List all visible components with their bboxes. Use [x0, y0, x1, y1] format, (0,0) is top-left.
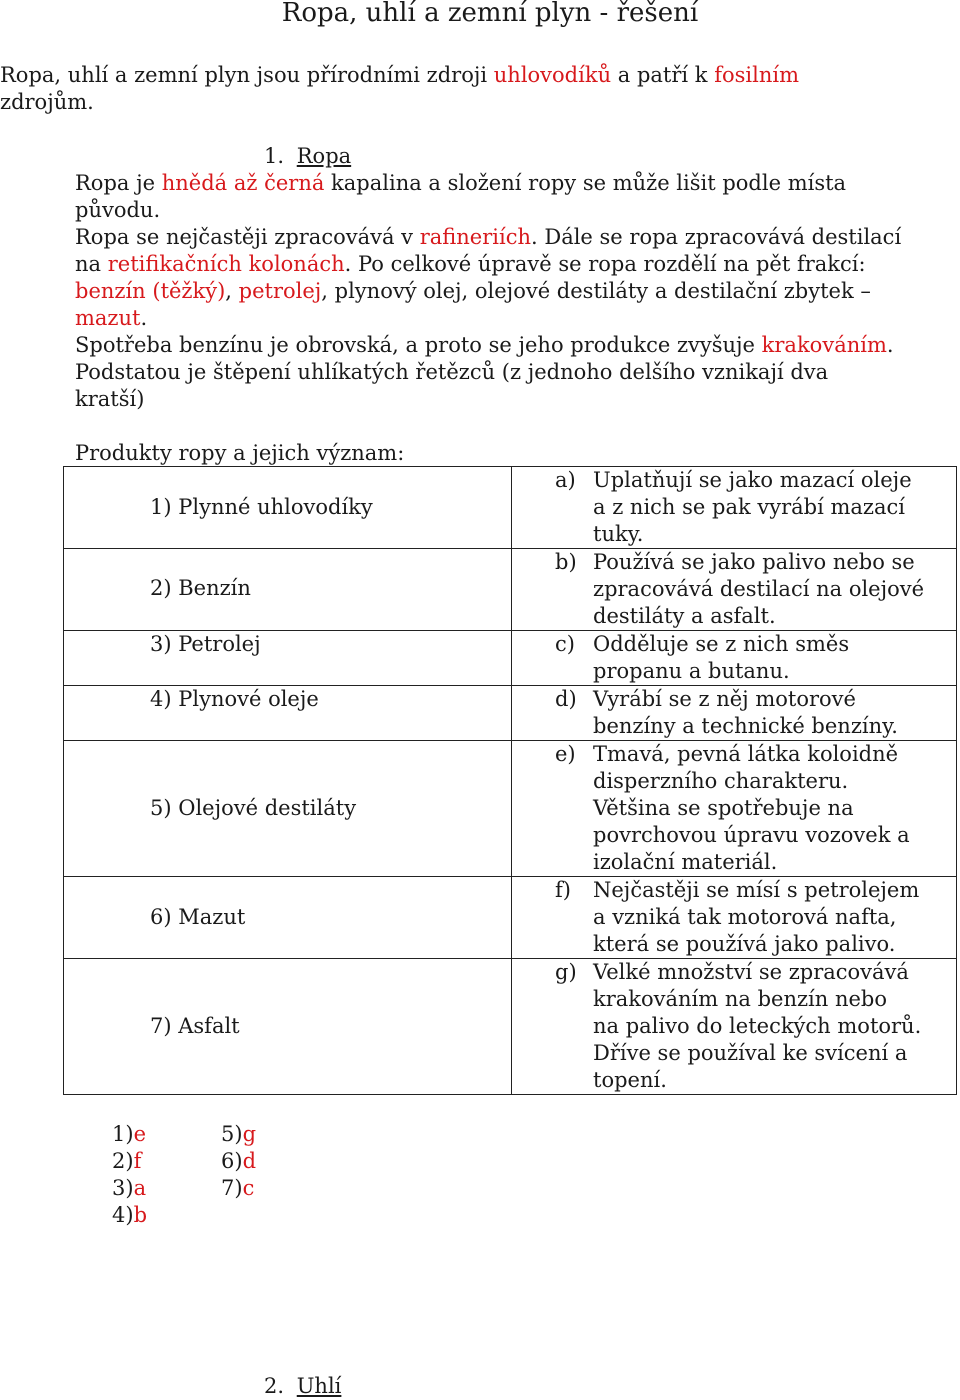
answer-number: 7) [221, 1176, 243, 1200]
section-1-title: Ropa [296, 144, 352, 168]
usage-text-line: povrchovou úpravu vozovek a [593, 823, 910, 847]
answer-item [112, 1121, 146, 1148]
usage-cell [512, 631, 957, 686]
answer-letter: c [242, 1176, 255, 1200]
usage-text [593, 631, 849, 685]
usage-text-line: propanu a butanu. [593, 659, 790, 683]
usage-cell [512, 959, 957, 1095]
usage-text-line: tuky. [593, 522, 644, 546]
answer-letter: f [133, 1149, 142, 1173]
usage-text [593, 959, 921, 1094]
usage-text-line: zpracovává destilací na olejové [593, 577, 925, 601]
usage-cell [512, 467, 957, 549]
usage-text-line: a vzniká tak motorová nafta, [593, 905, 897, 929]
ropa-line-1: Ropa je hnědá až černá kapalina a složení ropy se může lišit podle místa [75, 171, 847, 195]
usage-text-line: topení. [593, 1068, 667, 1092]
answer-item [221, 1148, 256, 1175]
ropa-line-9: kratší) [75, 387, 145, 411]
answer-item [221, 1175, 254, 1202]
product-cell [64, 549, 512, 631]
product-cell [64, 877, 512, 959]
answer-item [112, 1202, 147, 1229]
usage-text-line: destiláty a asfalt. [593, 604, 776, 628]
product-name: 7) Asfalt [150, 1014, 240, 1038]
ropa-line-5: benzín (těžký), petrolej, plynový olej, olejové destiláty a destilační zbytek – [75, 279, 871, 303]
usage-letter: e) [555, 742, 576, 766]
usage-text-line: Uplatňují se jako mazací oleje [593, 468, 912, 492]
product-cell [64, 741, 512, 877]
usage-text-line: izolační materiál. [593, 850, 778, 874]
term-fosilnim: fosilním [714, 63, 799, 87]
term-benzin-tezky: benzín (těžký) [75, 279, 226, 303]
term-rafineriich: rafineriích [419, 225, 531, 249]
products-heading: Produkty ropy a jejich význam: [75, 441, 405, 465]
usage-cell [512, 741, 957, 877]
ropa-line-8: Podstatou je štěpení uhlíkatých řetězců (z jednoho delšího vznikají dva [75, 360, 829, 384]
usage-text-line: a z nich se pak vyrábí mazací [593, 495, 905, 519]
table-row [64, 877, 957, 959]
table-row [64, 549, 957, 631]
usage-text [593, 741, 910, 876]
section-2-title: Uhlí [296, 1374, 342, 1398]
answer-letter: b [133, 1203, 148, 1227]
answer-number: 1) [112, 1122, 134, 1146]
ropa-line-2: původu. [75, 198, 161, 222]
product-cell [64, 686, 512, 741]
product-name: 1) Plynné uhlovodíky [150, 495, 373, 519]
usage-letter: d) [555, 687, 577, 711]
product-cell [64, 631, 512, 686]
table-row [64, 467, 957, 549]
term-retifikacnich-kolonach: retifikačních kolonách [107, 252, 345, 276]
section-1-heading [264, 143, 351, 170]
answer-number: 4) [112, 1203, 134, 1227]
usage-letter: f) [555, 878, 571, 902]
usage-text-line: Používá se jako palivo nebo se [593, 550, 915, 574]
section-2-number: 2. [264, 1374, 285, 1398]
ropa-line-4: na retifikačních kolonách. Po celkové úpravě se ropa rozdělí na pět frakcí: [75, 252, 866, 276]
usage-text-line: Velké množství se zpracovává [593, 960, 909, 984]
answer-letter: a [133, 1176, 147, 1200]
ropa-line-6: mazut. [75, 306, 148, 330]
product-name: 2) Benzín [150, 576, 251, 600]
usage-text-line: Odděluje se z nich směs [593, 632, 850, 656]
table-row [64, 741, 957, 877]
usage-cell [512, 549, 957, 631]
table-row [64, 631, 957, 686]
usage-text [593, 877, 919, 958]
intro-line-2: zdrojům. [0, 90, 94, 114]
answer-number: 5) [221, 1122, 243, 1146]
usage-text-line: disperzního charakteru. [593, 769, 849, 793]
product-cell [64, 959, 512, 1095]
answer-letter: e [133, 1122, 146, 1146]
usage-cell [512, 686, 957, 741]
usage-letter: b) [555, 550, 577, 574]
usage-cell [512, 877, 957, 959]
section-1-number: 1. [264, 144, 285, 168]
answer-letter: d [242, 1149, 257, 1173]
answer-number: 3) [112, 1176, 134, 1200]
term-petrolej: petrolej [238, 279, 322, 303]
usage-letter: g) [555, 960, 577, 984]
ropa-line-7: Spotřeba benzínu je obrovská, a proto se jeho produkce zvyšuje krakováním. [75, 333, 894, 357]
intro-line-1: Ropa, uhlí a zemní plyn jsou přírodními zdroji uhlovodíků a patří k fosilním [0, 63, 799, 87]
product-cell [64, 467, 512, 549]
answer-item [221, 1121, 256, 1148]
answer-number: 6) [221, 1149, 243, 1173]
page-title: Ropa, uhlí a zemní plyn - řešení [281, 0, 699, 28]
usage-text-line: která se používá jako palivo. [593, 932, 896, 956]
term-uhlovodiku: uhlovodíků [493, 63, 612, 87]
products-matching-table [63, 466, 957, 1095]
answer-letter: g [242, 1122, 257, 1146]
usage-letter: a) [555, 468, 576, 492]
product-name: 3) Petrolej [150, 632, 261, 656]
usage-text-line: Vyrábí se z něj motorové [593, 687, 856, 711]
usage-text-line: benzíny a technické benzíny. [593, 714, 898, 738]
section-2-heading [264, 1373, 341, 1400]
answer-number: 2) [112, 1149, 134, 1173]
term-hneda-az-cerna: hnědá až černá [161, 171, 325, 195]
usage-letter: c) [555, 632, 575, 656]
usage-text-line: Nejčastěji se mísí s petrolejem [593, 878, 920, 902]
term-krakovanim: krakováním [761, 333, 887, 357]
term-mazut: mazut [75, 306, 141, 330]
usage-text-line: na palivo do leteckých motorů. [593, 1014, 922, 1038]
product-name: 5) Olejové destiláty [150, 796, 357, 820]
usage-text-line: Většina se spotřebuje na [593, 796, 854, 820]
product-name: 4) Plynové oleje [150, 687, 319, 711]
table-row [64, 959, 957, 1095]
usage-text [593, 467, 912, 548]
answer-item [112, 1175, 146, 1202]
usage-text-line: krakováním na benzín nebo [593, 987, 887, 1011]
usage-text-line: Tmavá, pevná látka koloidně [593, 742, 899, 766]
ropa-line-3: Ropa se nejčastěji zpracovává v rafineriích. Dále se ropa zpracovává destilací [75, 225, 902, 249]
usage-text [593, 549, 924, 630]
answer-item [112, 1148, 141, 1175]
table-row [64, 686, 957, 741]
usage-text [593, 686, 898, 740]
product-name: 6) Mazut [150, 905, 246, 929]
usage-text-line: Dříve se používal ke svícení a [593, 1041, 908, 1065]
